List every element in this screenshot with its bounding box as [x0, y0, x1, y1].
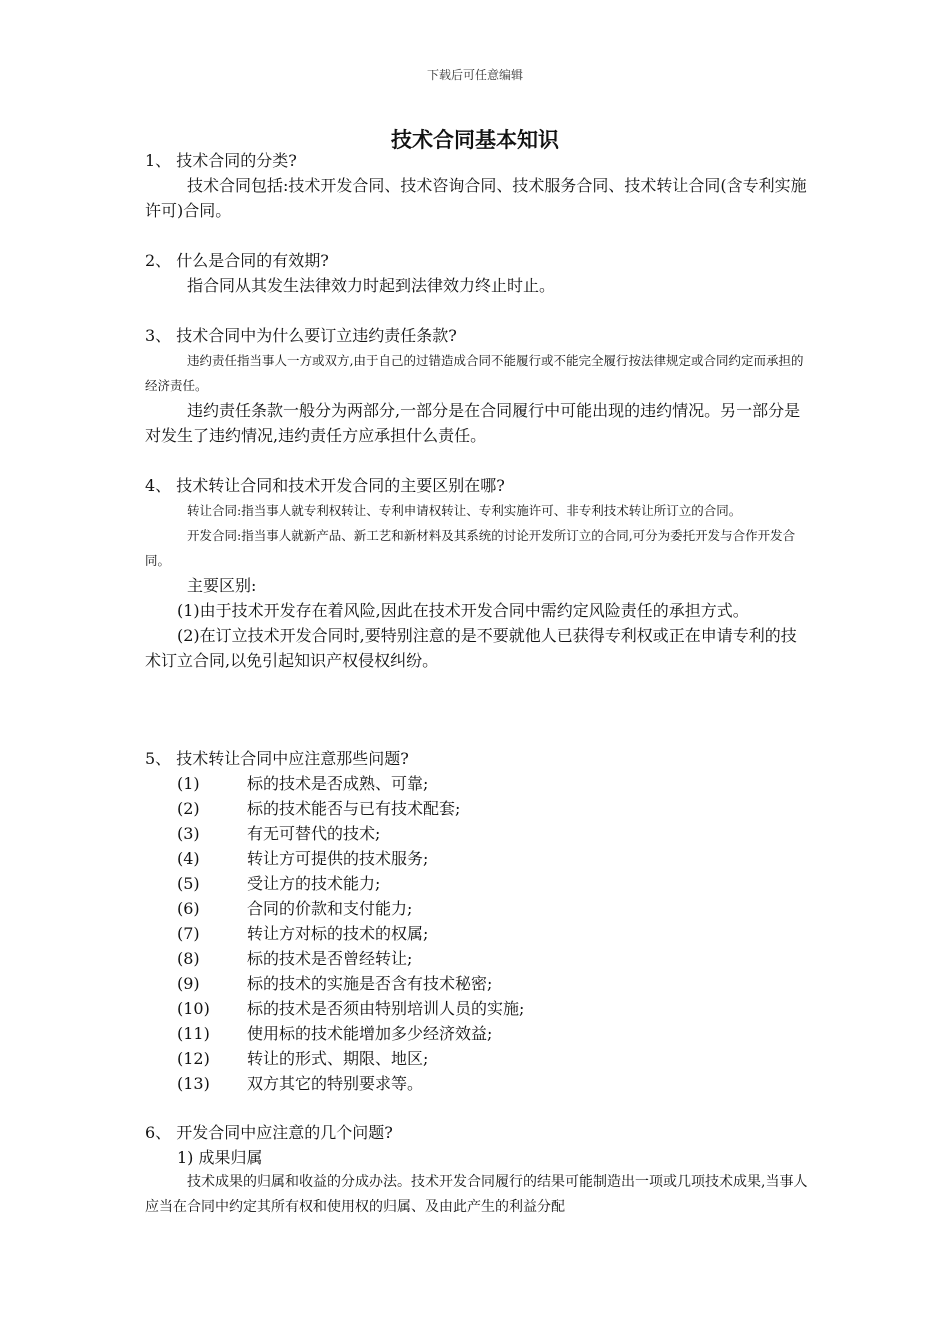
- list-item: (4) 转让方可提供的技术服务;: [177, 849, 429, 868]
- section-1-paragraph: 技术合同包括:技术开发合同、技术咨询合同、技术服务合同、技术转让合同(含专利实施许可)合同。: [145, 176, 807, 220]
- section-5: [145, 746, 810, 1096]
- list-item: (12) 转让的形式、期限、地区;: [177, 1049, 429, 1068]
- section-2: [145, 248, 810, 298]
- section-4-question: 4、 技术转让合同和技术开发合同的主要区别在哪?: [145, 476, 505, 495]
- list-item: (13) 双方其它的特别要求等。: [177, 1074, 424, 1093]
- list-item: (5) 受让方的技术能力;: [177, 874, 381, 893]
- section-5-list: [145, 771, 810, 1096]
- section-6-subheading: 1) 成果归属: [177, 1148, 263, 1167]
- section-3: [145, 323, 810, 448]
- page-header: 下载后可任意编辑: [426, 68, 523, 82]
- list-item: (1) 标的技术是否成熟、可靠;: [177, 774, 429, 793]
- list-item: (10) 标的技术是否须由特别培训人员的实施;: [177, 999, 525, 1018]
- list-item: (7) 转让方对标的技术的权属;: [177, 924, 429, 943]
- section-4: [145, 473, 810, 673]
- section-6-paragraph: 技术成果的归属和收益的分成办法。技术开发合同履行的结果可能制造出一项或几项技术成果,当事人应当在合同中约定其所有权和使用权的归属、及由此产生的利益分配: [145, 1174, 808, 1215]
- section-2-paragraph: 指合同从其发生法律效力时起到法律效力终止时止。: [187, 276, 556, 295]
- list-item: (3) 有无可替代的技术;: [177, 824, 381, 843]
- list-item: (8) 标的技术是否曾经转让;: [177, 949, 413, 968]
- section-3-question: 3、 技术合同中为什么要订立违约责任条款?: [145, 326, 457, 345]
- section-2-question: 2、 什么是合同的有效期?: [145, 251, 329, 270]
- section-6: [145, 1120, 810, 1220]
- section-1: [145, 148, 810, 223]
- list-item: (9) 标的技术的实施是否含有技术秘密;: [177, 974, 493, 993]
- list-item: (2) 标的技术能否与已有技术配套;: [177, 799, 461, 818]
- section-3-small-paragraph: 违约责任指当事人一方或双方,由于自己的过错造成合同不能履行或不能完全履行按法律规定或合同约定而承担的经济责任。: [145, 353, 804, 393]
- section-4-differences-label: 主要区别:: [187, 576, 257, 595]
- list-item: (11) 使用标的技术能增加多少经济效益;: [177, 1024, 493, 1043]
- document-title: 技术合同基本知识: [391, 128, 559, 152]
- section-3-paragraph: 违约责任条款一般分为两部分,一部分是在合同履行中可能出现的违约情况。另一部分是对发生了违约情况,违约责任方应承担什么责任。: [145, 401, 801, 445]
- section-6-question: 6、 开发合同中应注意的几个问题?: [145, 1123, 393, 1142]
- section-4-difference-1: (1)由于技术开发存在着风险,因此在技术开发合同中需约定风险责任的承担方式。: [177, 601, 749, 620]
- list-item: (6) 合同的价款和支付能力;: [177, 899, 413, 918]
- section-4-difference-2: (2)在订立技术开发合同时,要特别注意的是不要就他人已获得专利权或正在申请专利的技术订立合同,以免引起知识产权侵权纠纷。: [145, 626, 797, 670]
- section-4-development-definition: 开发合同:指当事人就新产品、新工艺和新材料及其系统的讨论开发所订立的合同,可分为委托开发与合作开发合同。: [145, 528, 796, 568]
- section-5-question: 5、 技术转让合同中应注意那些问题?: [145, 749, 409, 768]
- section-1-question: 1、 技术合同的分类?: [145, 151, 297, 170]
- section-4-transfer-definition: 转让合同:指当事人就专利权转让、专利申请权转让、专利实施许可、非专利技术转让所订立的合同。: [187, 503, 742, 518]
